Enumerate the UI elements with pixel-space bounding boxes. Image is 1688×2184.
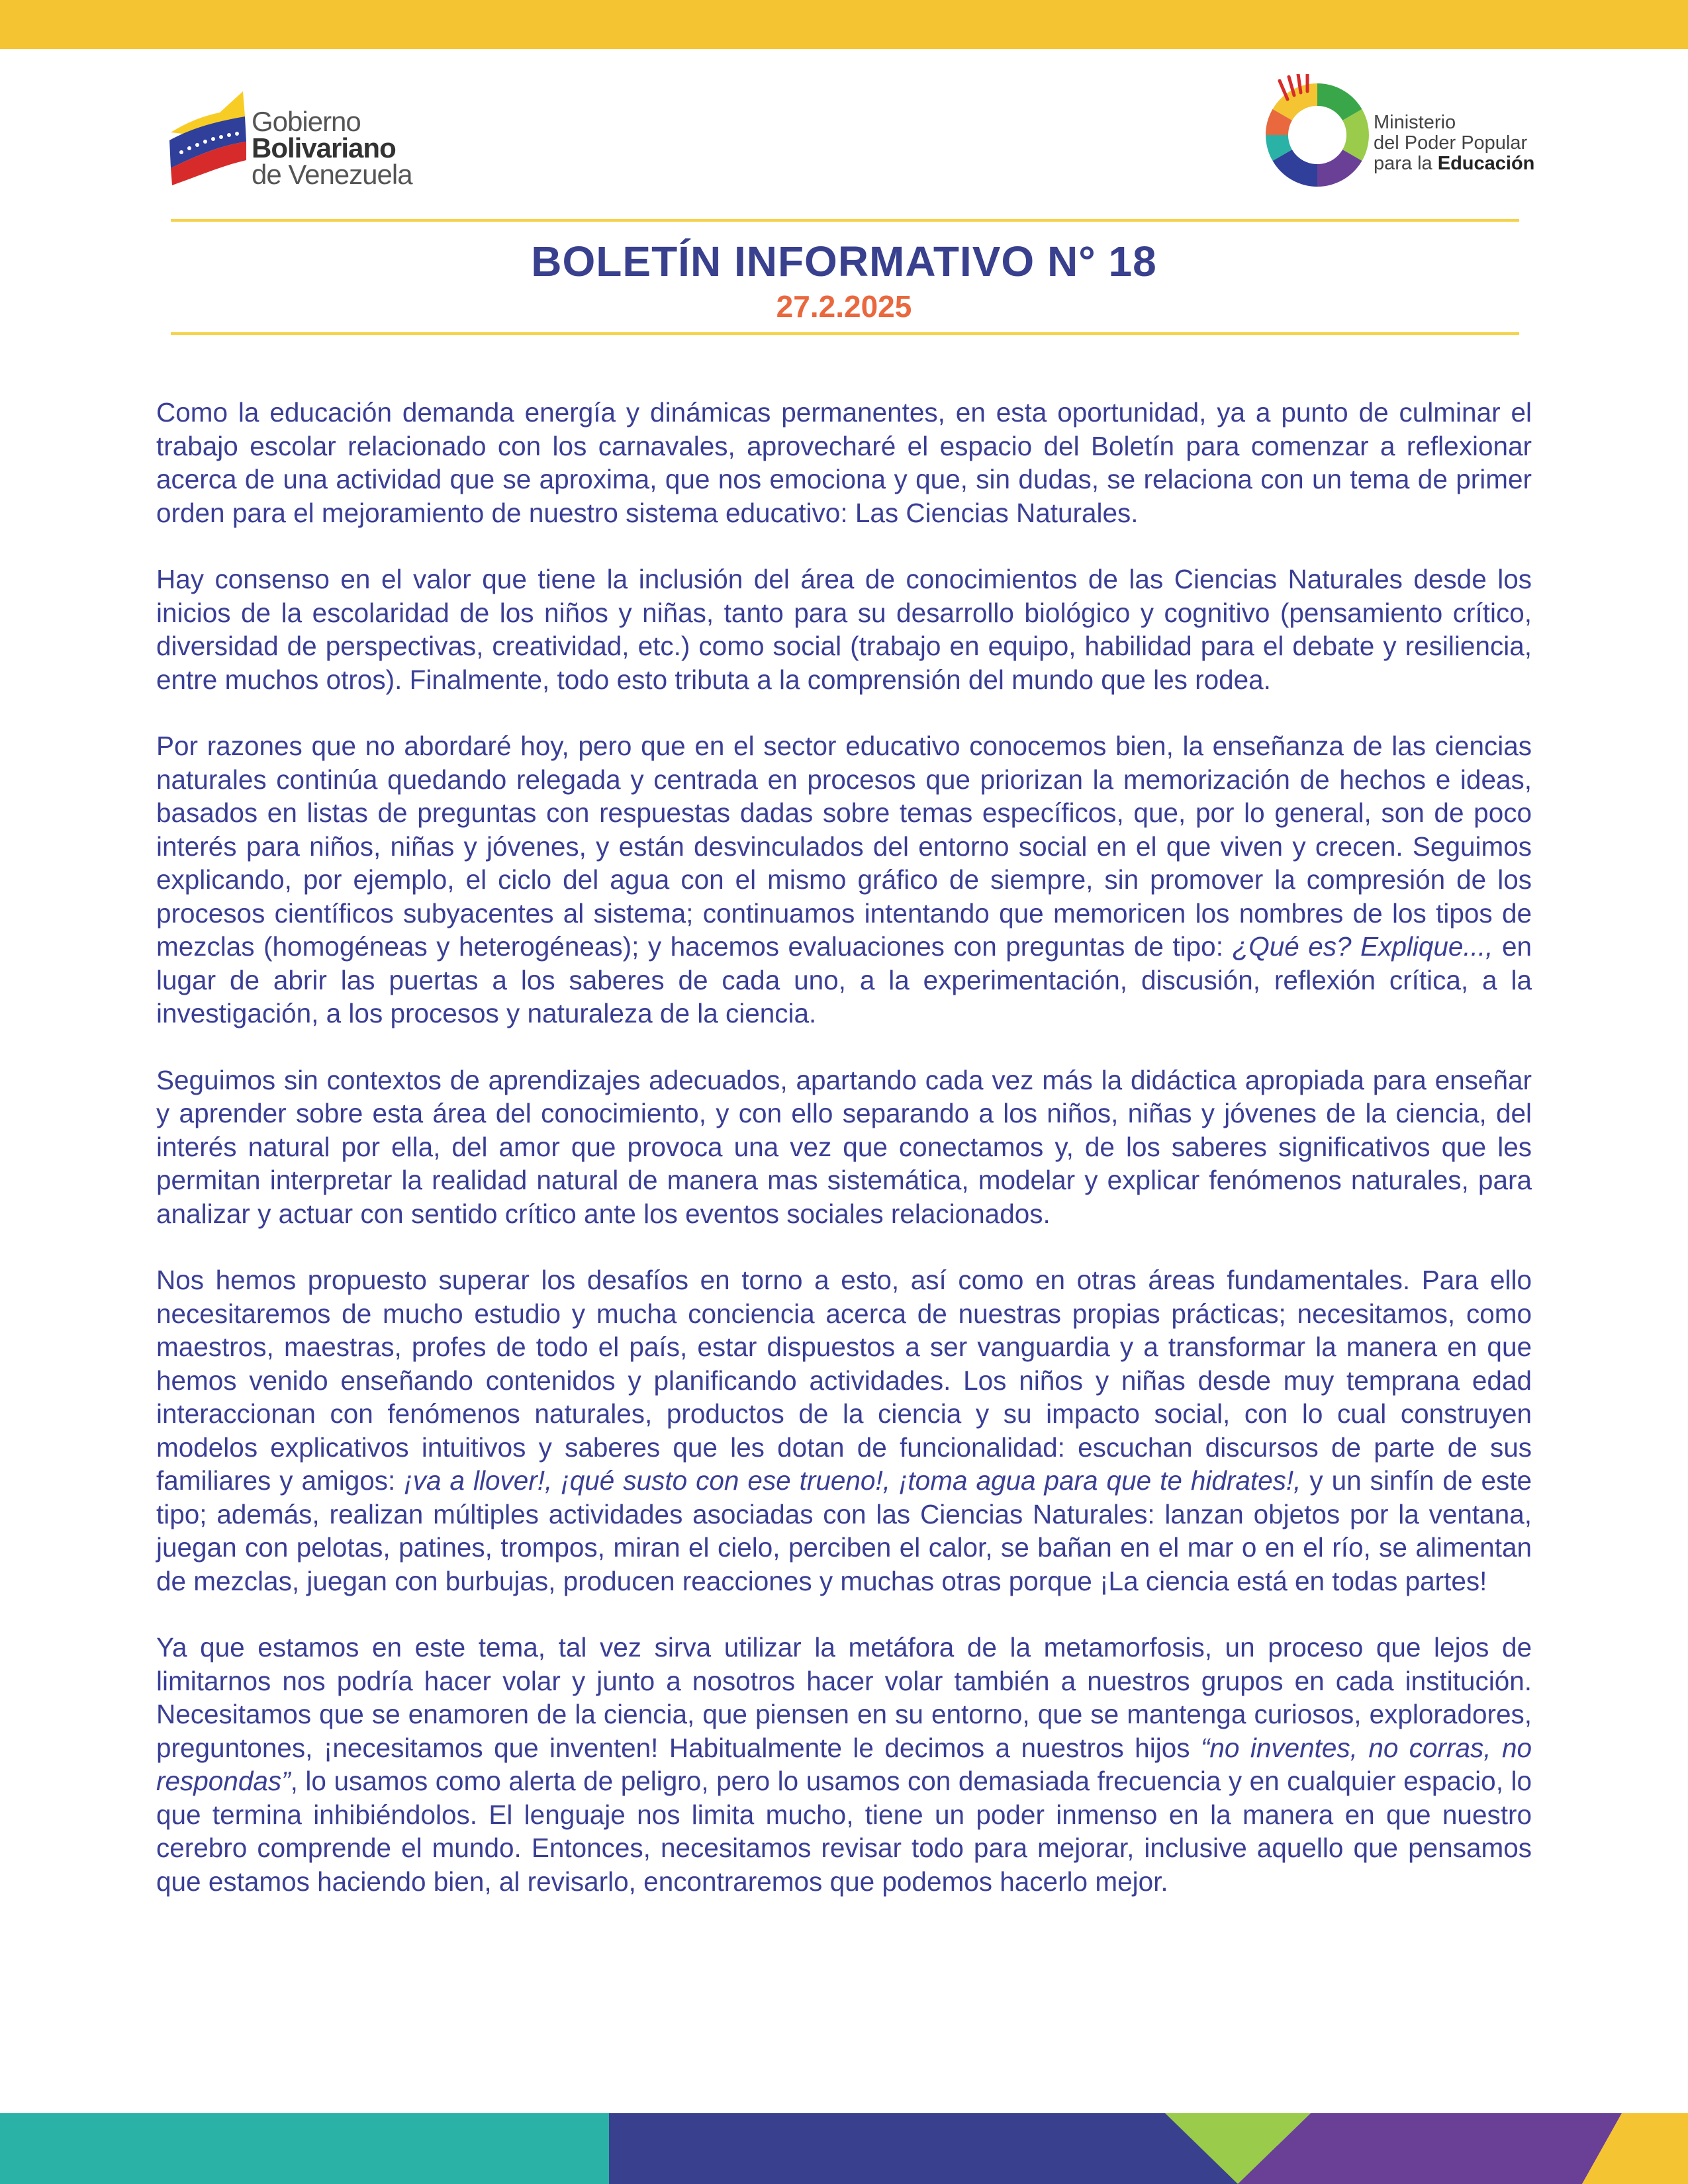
footer-teal-segment <box>0 2113 609 2184</box>
paragraph-6 <box>156 1631 1532 1898</box>
paragraph-5 <box>156 1263 1532 1598</box>
paragraph-5-part-b: y un sinfín de este tipo; además, realizan múltiples actividades asociadas con las Ciencias Naturales: lanzan objetos por la ventana, juegan con pelotas, patines, trompos, miran el cielo, perciben el calor, se bañan en el mar o en el río, se alimentan de mezclas, juegan con burbujas, producen reacciones y muchas otras porque ¡La ciencia está en todas partes! <box>156 1465 1532 1596</box>
paragraph-3-part-a: Por razones que no abordaré hoy, pero que en el sector educativo conocemos bien, la enseñanza de las ciencias naturales continúa quedando relegada y centrada en procesos que priorizan la memorización de hechos e ideas, basados en listas de preguntas con respuestas dadas sobre temas específicos, que, por lo general, son de poco interés para niños, niñas y jóvenes, y están desvinculados del entorno social en el que viven y crecen. Seguimos explicando, por ejemplo, el ciclo del agua con el mismo gráfico de siempre, sin promover la compresión de los procesos científicos subyacentes al sistema; continuamos intentando que memoricen los nombres de los tipos de mezclas (homogéneas y heterogéneas); y hacemos evaluaciones con preguntas de tipo: <box>156 731 1532 962</box>
paragraph-6-part-b: , lo usamos como alerta de peligro, pero lo usamos con demasiada frecuencia y en cualquier espacio, lo que termina inhibiéndolos. El lenguaje nos limita mucho, tiene un poder inmenso en la manera en que nuestro cerebro comprende el mundo. Entonces, necesitamos revisar todo para mejorar, inclusive aquello que pensamos que estamos haciendo bien, al revisarlo, encontraremos que podemos hacerlo mejor. <box>156 1766 1532 1897</box>
title-top-divider <box>171 219 1519 222</box>
ministry-logo-line3-bold: Educación <box>1437 153 1535 174</box>
ministry-emblem-icon <box>1261 74 1374 193</box>
paragraph-4: Seguimos sin contextos de aprendizajes adecuados, apartando cada vez más la didáctica apropiada para enseñar y aprender sobre esta área del conocimiento, y con ello separando a los niños, niñas y jóvenes de la ciencia, del interés natural por ella, del amor que provoca una vez que conectamos y, de los saberes significativos que les permitan interpretar la realidad natural de manera mas sistemática, modelar y explicar fenómenos naturales, para analizar y actuar con sentido crítico ante los eventos sociales relacionados. <box>156 1064 1532 1229</box>
ministry-logo-text <box>1374 113 1534 174</box>
ministry-logo-line3-prefix: para la <box>1374 153 1438 174</box>
ministry-logo-line2: del Poder Popular <box>1374 132 1528 154</box>
paragraph-3 <box>156 729 1532 1030</box>
venezuela-flag-icon <box>167 86 253 185</box>
gov-logo-line1: Gobierno <box>252 106 361 137</box>
paragraph-3-italic: ¿Qué es? Explique..., <box>1232 931 1493 962</box>
gov-logo-line3: de Venezuela <box>252 159 412 190</box>
paragraph-2: Hay consenso en el valor que tiene la inclusión del área de conocimientos de las Ciencias Naturales desde los inicios de la escolaridad de los niños y niñas, tanto para su desarrollo biológico y cognitivo (pensamiento crítico, diversidad de perspectivas, creatividad, etc.) como social (trabajo en equipo, habilidad para el debate y resiliencia, entre muchos otros). Finalmente, todo esto tributa a la comprensión del mundo que les rodea. <box>156 564 1532 695</box>
paragraph-6-part-a: Ya que estamos en este tema, tal vez sirva utilizar la metáfora de la metamorfosis, un proceso que lejos de limitarnos nos podría hacer volar y junto a nosotros hacer volar también a nuestros grupos en cada institución. Necesitamos que se enamoren de la ciencia, que piensen en su entorno, que se mantenga curiosos, exploradores, preguntones, ¡necesitamos que inventen! Habitualmente le decimos a nuestros hijos <box>156 1632 1532 1763</box>
title-bottom-divider <box>171 332 1519 335</box>
ministry-logo-line3 <box>1374 154 1534 174</box>
footer-color-band <box>0 2113 1688 2184</box>
bulletin-title: BOLETÍN INFORMATIVO N° 18 <box>531 238 1157 285</box>
gov-logo-line2: Bolivariano <box>252 132 396 163</box>
ministry-logo <box>1261 74 1539 193</box>
government-logo <box>167 81 418 190</box>
bulletin-body <box>156 396 1532 1931</box>
bulletin-date: 27.2.2025 <box>776 289 912 324</box>
ministry-logo-line1: Ministerio <box>1374 112 1456 133</box>
paragraph-5-part-a: Nos hemos propuesto superar los desafíos en torno a esto, así como en otras áreas fundamentales. Para ello necesitaremos de mucho estudio y mucha conciencia acerca de nuestras propias prácticas; necesitamos, como maestros, maestras, profes de todo el país, estar dispuestos a ser vanguardia y a transformar la manera en que hemos venido enseñando contenidos y planificando actividades. Los niños y niñas desde muy temprana edad interaccionan con fenómenos naturales, productos de la ciencia y su impacto social, con lo cual construyen modelos explicativos intuitivos y saberes que les dotan de funcionalidad: escuchan discursos de parte de sus familiares y amigos: <box>156 1265 1532 1496</box>
paragraph-5-italic: ¡va a llover!, ¡qué susto con ese trueno!, ¡toma agua para que te hidrates!, <box>404 1465 1301 1496</box>
paragraph-1: Como la educación demanda energía y dinámicas permanentes, en esta oportunidad, ya a punto de culminar el trabajo escolar relacionado con los carnavales, aprovecharé el espacio del Boletín para comenzar a reflexionar acerca de una actividad que se aproxima, que nos emociona y que, sin dudas, se relaciona con un tema de primer orden para el mejoramiento de nuestro sistema educativo: Las Ciencias Naturales. <box>156 397 1532 528</box>
paragraph-6-italic: “no inventes, no corras, no respondas” <box>156 1732 1532 1796</box>
government-logo-text <box>252 106 412 190</box>
paragraph-3-part-b: en lugar de abrir las puertas a los saberes de cada uno, a la experimentación, discusión, reflexión crítica, a la investigación, a los procesos y naturaleza de la ciencia. <box>156 931 1532 1028</box>
top-accent-bar <box>0 0 1688 49</box>
